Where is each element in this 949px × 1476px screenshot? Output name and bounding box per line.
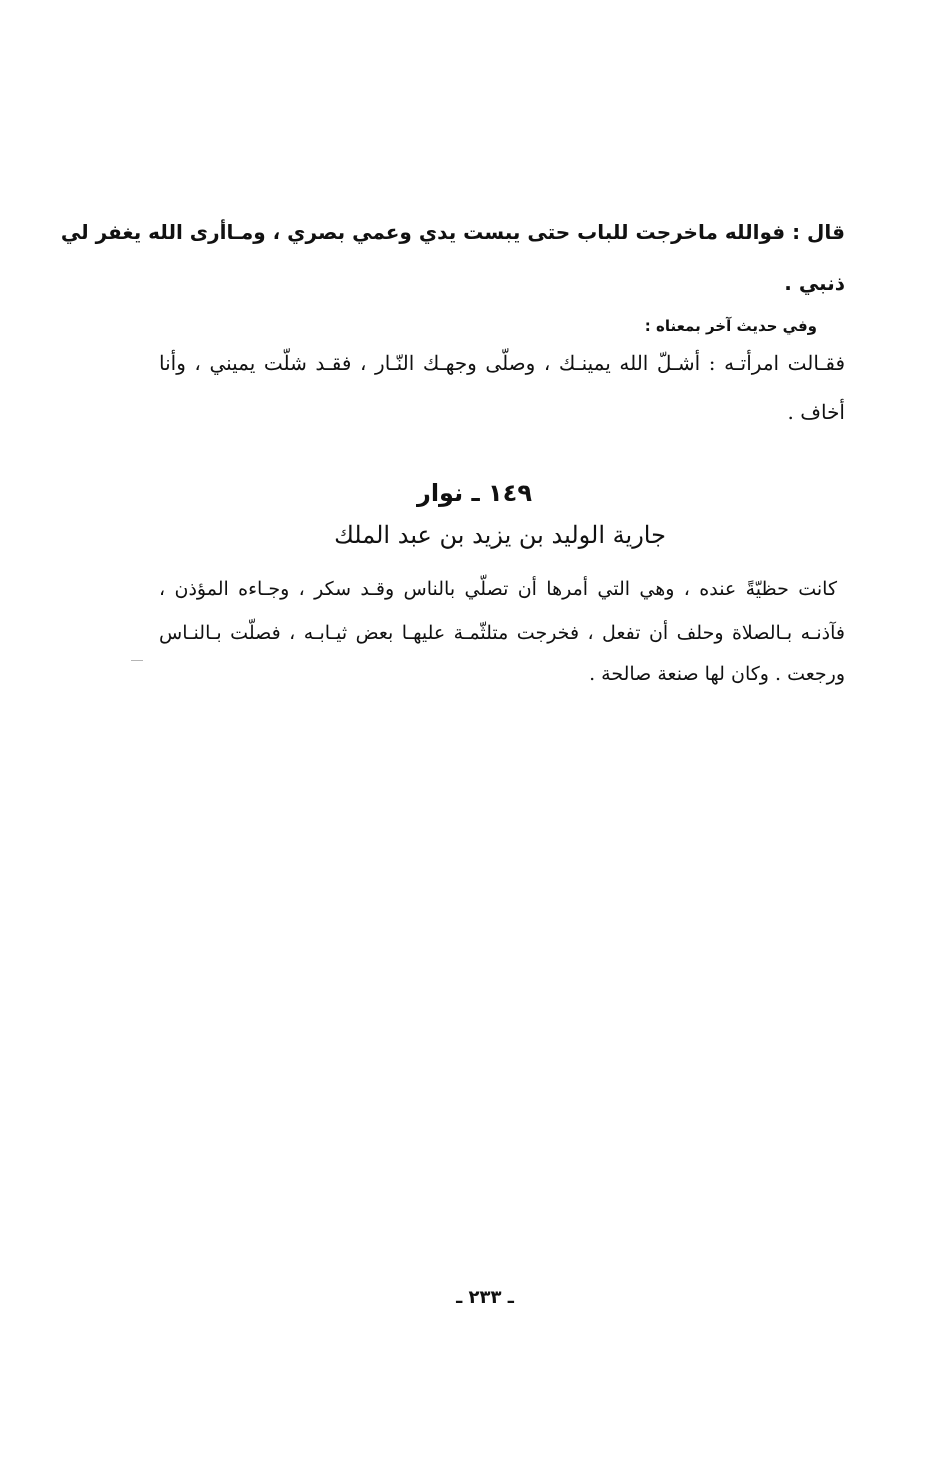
paragraph-3-line-1: كانت حظيّةً عنده ، وهي التي أمرها أن تصلّي بالناس وقـد سكر ، وجـاءه المؤذن ، xyxy=(159,578,837,600)
margin-mark xyxy=(131,660,143,661)
paragraph-2-line-1: فقـالت امرأتـه : أشـلّ الله يمينـك ، وصلّى وجهـك النّـار ، فقـد شلّت يميني ، وأنا xyxy=(159,351,845,375)
paragraph-1-line-1: قال : فوالله ماخرجت للباب حتى يبست يدي وعمي بصري ، ومـاأرى الله يغفر لي xyxy=(60,220,845,244)
paragraph-1-line-2: ذنبي . xyxy=(784,271,845,295)
page-number: ـ ٢٣٣ ـ xyxy=(456,1287,514,1308)
section-heading: ١٤٩ ـ نوار xyxy=(417,479,532,507)
paragraph-2-line-2: أخاف . xyxy=(787,400,845,424)
paragraph-3-line-3: ورجعت . وكان لها صنعة صالحة . xyxy=(589,663,845,685)
source-note: وفي حديث آخر بمعناه : xyxy=(644,317,817,335)
section-subheading: جارية الوليد بن يزيد بن عبد الملك xyxy=(334,521,666,549)
paragraph-3-line-2: فآذنـه بـالصلاة وحلف أن تفعل ، فخرجت متلثّمـة عليهـا بعض ثيـابـه ، فصلّت بـالنـاس xyxy=(159,622,845,644)
